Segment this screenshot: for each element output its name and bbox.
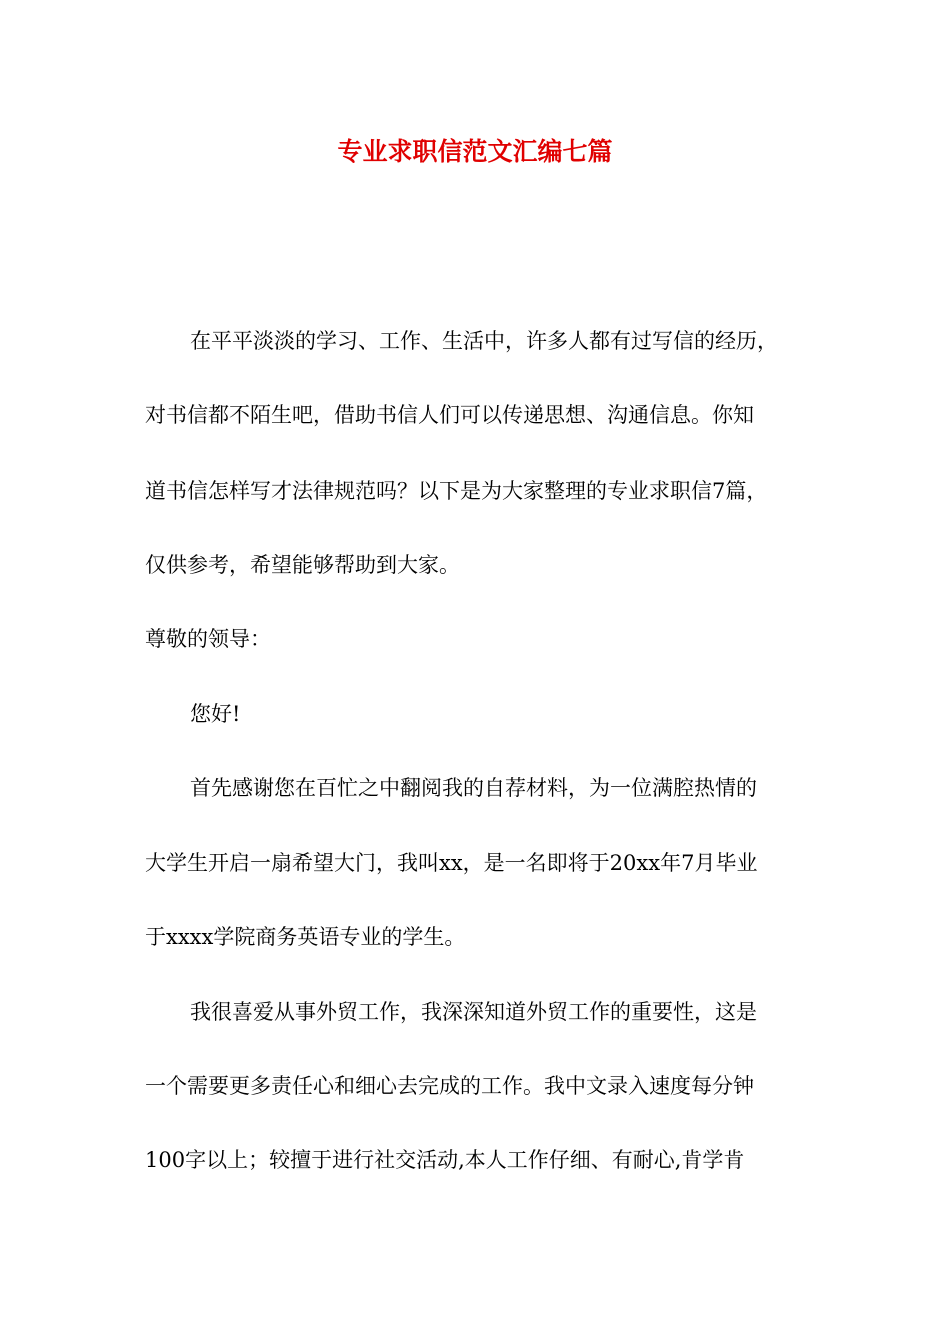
paragraph-line: 100字以上；较擅于进行社交活动,本人工作仔细、有耐心,肯学肯	[145, 1148, 745, 1172]
paragraph-line: 仅供参考，希望能够帮助到大家。	[145, 553, 460, 577]
greeting: 您好!	[190, 702, 241, 726]
paragraph-line: 大学生开启一扇希望大门，我叫xx，是一名即将于20xx年7月毕业	[145, 851, 758, 875]
document-title: 专业求职信范文汇编七篇	[337, 137, 613, 166]
paragraph-line: 首先感谢您在百忙之中翻阅我的自荐材料，为一位满腔热情的	[190, 776, 757, 800]
paragraph-line: 于xxxx学院商务英语专业的学生。	[145, 925, 466, 949]
paragraph-line: 一个需要更多责任心和细心去完成的工作。我中文录入速度每分钟	[145, 1074, 754, 1098]
paragraph-line: 对书信都不陌生吧，借助书信人们可以传递思想、沟通信息。你知	[145, 403, 754, 427]
paragraph-line: 道书信怎样写才法律规范吗？以下是为大家整理的专业求职信7篇，	[145, 479, 768, 503]
paragraph-line: 我很喜爱从事外贸工作，我深深知道外贸工作的重要性，这是	[190, 1000, 757, 1024]
salutation: 尊敬的领导：	[145, 627, 271, 651]
paragraph-line: 在平平淡淡的学习、工作、生活中，许多人都有过写信的经历，	[190, 329, 778, 353]
